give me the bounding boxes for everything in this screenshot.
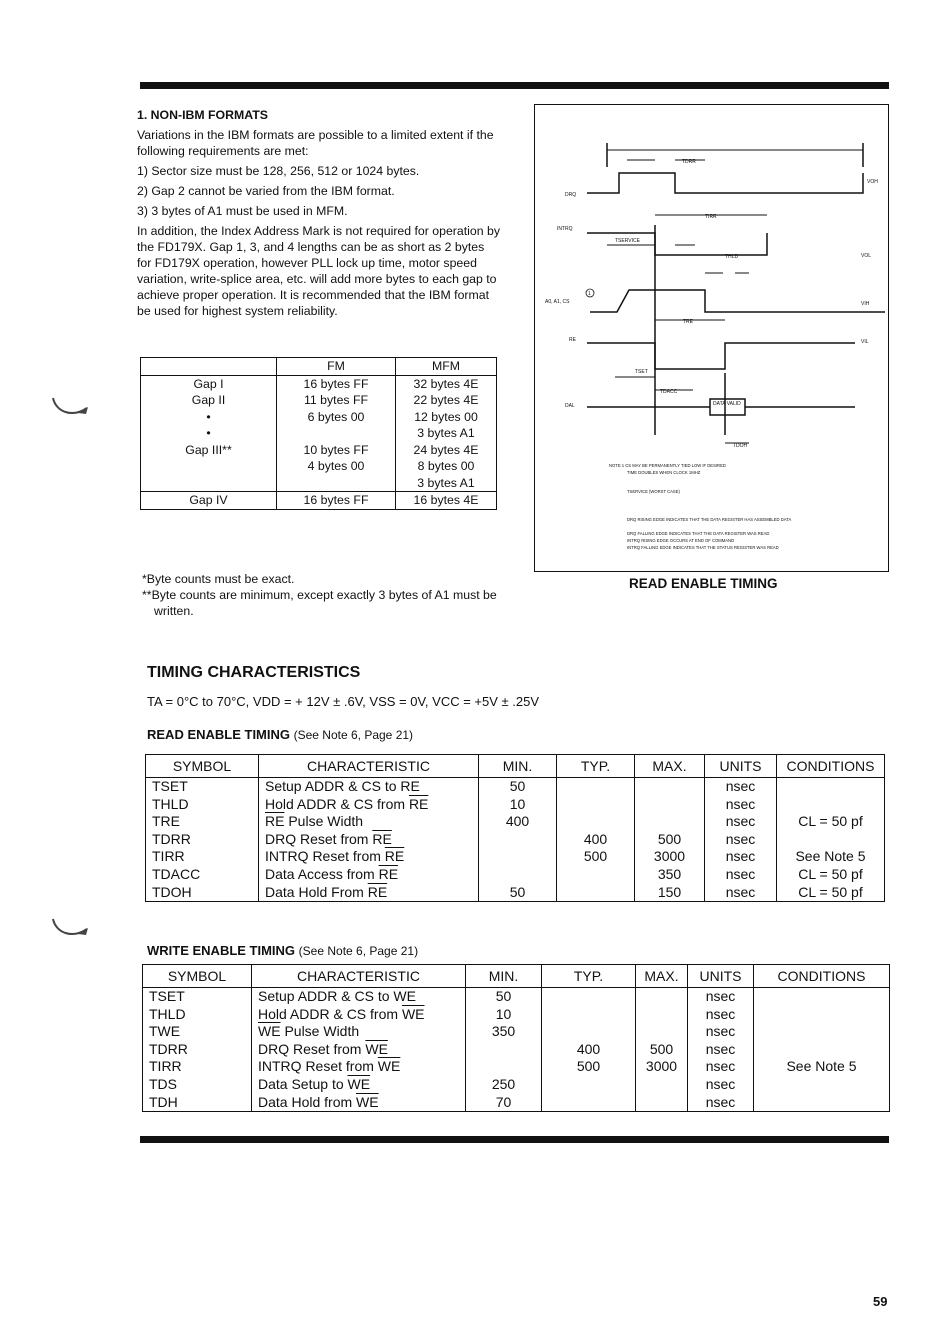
typ-cell xyxy=(542,1006,636,1024)
table-row xyxy=(146,831,885,849)
min-cell: 250 xyxy=(466,1076,542,1094)
characteristic-cell xyxy=(259,778,479,796)
tset-label: TSET xyxy=(635,369,648,375)
signal-name: $\overline{RE}$ xyxy=(265,813,285,830)
table-row xyxy=(141,425,497,442)
max-cell: 150 xyxy=(635,884,705,902)
column-header: CHARACTERISTIC xyxy=(259,755,479,778)
diagram-caption: READ ENABLE TIMING xyxy=(629,576,778,591)
diagram-footnote: INTRQ FALLING EDGE INDICATES THAT THE STATUS REGISTER WAS READ xyxy=(627,545,779,550)
table-header-row xyxy=(141,358,497,376)
data-valid-label: DATA VALID xyxy=(713,401,741,407)
min-cell: 400 xyxy=(479,813,557,831)
conditions-cell: CL = 50 pf xyxy=(777,866,885,884)
column-header: MFM xyxy=(396,358,497,376)
thld-label: THLD xyxy=(725,254,739,260)
table-row xyxy=(141,492,497,510)
voh-label: VOH xyxy=(867,179,878,185)
drq-label: DRQ xyxy=(565,192,577,198)
requirement-item: 1) Sector size must be 128, 256, 512 or 1024 bytes. xyxy=(137,164,420,178)
max-cell xyxy=(635,778,705,796)
vih-label: VIH xyxy=(861,301,870,307)
read-table-title xyxy=(147,727,413,742)
signal-name: $\overline{WE}$ xyxy=(347,1075,371,1092)
characteristic-cell xyxy=(259,831,479,849)
units-cell: nsec xyxy=(688,1058,754,1076)
signal-name: $\overline{WE}$ xyxy=(377,1058,401,1075)
conditions-cell xyxy=(754,1094,890,1112)
typ-cell xyxy=(557,884,635,902)
max-cell xyxy=(636,1094,688,1112)
write-enable-timing-table xyxy=(142,964,890,1112)
table-row xyxy=(141,475,497,492)
characteristic-cell xyxy=(259,813,479,831)
characteristic-cell xyxy=(252,1094,466,1112)
table-row xyxy=(146,866,885,884)
min-cell: 50 xyxy=(479,778,557,796)
signal-name: $\overline{WE}$ xyxy=(401,1005,425,1022)
typ-cell xyxy=(557,778,635,796)
table-row xyxy=(143,1094,890,1112)
max-cell xyxy=(635,796,705,814)
non-ibm-formats-section xyxy=(137,107,502,323)
table-row xyxy=(141,392,497,409)
max-cell: 350 xyxy=(635,866,705,884)
mfm-cell: 12 bytes 00 xyxy=(396,409,497,426)
gap-cell: Gap IV xyxy=(141,492,277,510)
table-title-note: (See Note 6, Page 21) xyxy=(298,944,419,958)
diagram-footnote: TSERVICE (WORST CASE) xyxy=(627,489,680,494)
intro-text: Variations in the IBM formats are possible to a limited extent if the following requirements are met: xyxy=(137,128,494,158)
table-row xyxy=(141,375,497,392)
diagram-footnote: DRQ FALLING EDGE INDICATES THAT THE DATA REGISTER WAS READ xyxy=(627,531,770,536)
characteristic-cell xyxy=(259,848,479,866)
timing-diagram-svg xyxy=(535,105,887,570)
symbol-cell: TDRR xyxy=(143,1041,252,1059)
characteristic-cell xyxy=(252,988,466,1006)
characteristic-text: Hold ADDR & CS from xyxy=(258,1005,402,1022)
max-cell xyxy=(636,1006,688,1024)
conditions-cell xyxy=(777,831,885,849)
vol-label: VOL xyxy=(861,253,872,259)
diagram-footnote: DRQ RISING EDGE INDICATES THAT THE DATA REGISTER HAS ASSEMBLED DATA xyxy=(627,517,792,522)
min-cell xyxy=(466,1041,542,1059)
max-cell: 3000 xyxy=(635,848,705,866)
units-cell: nsec xyxy=(705,866,777,884)
gap-cell: Gap II xyxy=(141,392,277,409)
characteristic-text: Setup ADDR & CS to xyxy=(265,778,401,794)
operating-conditions: TA = 0°C to 70°C, VDD = + 12V ± .6V, VSS = 0V, VCC = +5V ± .25V xyxy=(147,694,540,709)
typ-cell xyxy=(557,866,635,884)
diagram-footnote: INTRQ RISING EDGE OCCURS AT END OF COMMAND xyxy=(627,538,735,543)
page-number: 59 xyxy=(873,1294,888,1309)
units-cell: nsec xyxy=(688,1023,754,1041)
conditions-cell: CL = 50 pf xyxy=(777,884,885,902)
tirr-label: TIRR xyxy=(705,214,717,220)
section-heading: 1. NON-IBM FORMATS xyxy=(137,108,268,122)
characteristic-text: DRQ Reset from xyxy=(265,830,373,847)
min-cell xyxy=(479,831,557,849)
re-label: RE xyxy=(569,337,576,343)
max-cell xyxy=(636,1023,688,1041)
signal-name: $\overline{WE}$ xyxy=(393,988,416,1004)
requirement-item: 2) Gap 2 cannot be varied from the IBM format. xyxy=(137,184,395,198)
mfm-cell: 16 bytes 4E xyxy=(396,492,497,510)
column-header: UNITS xyxy=(705,755,777,778)
conditions-cell xyxy=(777,778,885,796)
characteristic-cell xyxy=(259,884,479,902)
units-cell: nsec xyxy=(688,1076,754,1094)
symbol-cell: TDH xyxy=(143,1094,252,1112)
column-header: TYP. xyxy=(557,755,635,778)
gap-cell xyxy=(141,475,277,492)
gap-cell xyxy=(141,458,277,475)
diagram-footnote: NOTE 1 CS MAY BE PERMANENTLY TIED LOW IF DESIRED xyxy=(609,463,726,468)
binder-mark-icon xyxy=(50,396,90,422)
table-row xyxy=(146,796,885,814)
fm-cell: 16 bytes FF xyxy=(277,375,396,392)
vil-label: VIL xyxy=(861,339,869,345)
min-cell: 50 xyxy=(479,884,557,902)
max-cell: 500 xyxy=(635,831,705,849)
table-row xyxy=(143,988,890,1006)
table-row xyxy=(146,884,885,902)
units-cell: nsec xyxy=(705,831,777,849)
tdrr-label: TDRR xyxy=(682,159,696,165)
conditions-cell: See Note 5 xyxy=(777,848,885,866)
column-header: CHARACTERISTIC xyxy=(252,965,466,988)
units-cell: nsec xyxy=(688,1094,754,1112)
write-table-title xyxy=(147,943,418,958)
characteristic-text: Pulse Width xyxy=(280,1023,360,1040)
tservice-label: TSERVICE xyxy=(615,238,640,244)
units-cell: nsec xyxy=(705,778,777,796)
signal-name: $\overline{RE}$ xyxy=(378,865,399,882)
characteristic-cell xyxy=(252,1006,466,1024)
intrq-label: INTRQ xyxy=(557,226,573,232)
table-title-text: WRITE ENABLE TIMING xyxy=(147,943,296,958)
table-row xyxy=(143,1076,890,1094)
min-cell: 50 xyxy=(466,988,542,1006)
typ-cell xyxy=(557,813,635,831)
characteristic-text: Data Hold From xyxy=(265,883,368,900)
min-cell: 70 xyxy=(466,1094,542,1112)
conditions-cell xyxy=(754,988,890,1006)
dal-label: DAL xyxy=(565,403,575,409)
characteristic-text: Hold ADDR & CS from xyxy=(265,795,409,812)
symbol-cell: TDS xyxy=(143,1076,252,1094)
tdacc-label: TDACC xyxy=(660,389,678,395)
read-enable-timing-diagram xyxy=(534,104,889,572)
table-row xyxy=(146,813,885,831)
characteristic-text: INTRQ Reset from xyxy=(265,848,385,865)
mfm-cell: 3 bytes A1 xyxy=(396,475,497,492)
signal-name: $\overline{RE}$ xyxy=(384,848,405,865)
column-header: TYP. xyxy=(542,965,636,988)
table-row xyxy=(143,1041,890,1059)
min-cell: 10 xyxy=(479,796,557,814)
fm-cell: 4 bytes 00 xyxy=(277,458,396,475)
mfm-cell: 22 bytes 4E xyxy=(396,392,497,409)
fm-cell: 11 bytes FF xyxy=(277,392,396,409)
min-cell xyxy=(466,1058,542,1076)
symbol-cell: TIRR xyxy=(146,848,259,866)
conditions-cell xyxy=(777,796,885,814)
conditions-cell: CL = 50 pf xyxy=(777,813,885,831)
table-row xyxy=(146,848,885,866)
characteristic-cell xyxy=(252,1041,466,1059)
units-cell: nsec xyxy=(705,848,777,866)
bottom-rule xyxy=(140,1136,889,1143)
read-enable-timing-table xyxy=(145,754,885,902)
note-text: *Byte counts must be exact. xyxy=(142,572,295,586)
symbol-cell: TWE xyxy=(143,1023,252,1041)
max-cell xyxy=(636,1076,688,1094)
conditions-cell xyxy=(754,1041,890,1059)
typ-cell: 500 xyxy=(542,1058,636,1076)
gap-cell: Gap I xyxy=(141,375,277,392)
column-header: MAX. xyxy=(636,965,688,988)
characteristic-text: DRQ Reset from xyxy=(258,1040,366,1057)
gap-cell: Gap III** xyxy=(141,442,277,459)
symbol-cell: TDRR xyxy=(146,831,259,849)
max-cell: 500 xyxy=(636,1041,688,1059)
signal-name: $\overline{WE}$ xyxy=(356,1093,379,1110)
column-header: MAX. xyxy=(635,755,705,778)
fm-cell xyxy=(277,425,396,442)
units-cell: nsec xyxy=(688,988,754,1006)
top-rule xyxy=(140,82,889,89)
min-cell: 350 xyxy=(466,1023,542,1041)
symbol-cell: TSET xyxy=(143,988,252,1006)
characteristic-cell xyxy=(252,1058,466,1076)
units-cell: nsec xyxy=(705,813,777,831)
conditions-cell xyxy=(754,1076,890,1094)
max-cell xyxy=(635,813,705,831)
column-header: MIN. xyxy=(479,755,557,778)
signal-name: $\overline{RE}$ xyxy=(400,778,420,794)
requirement-item: 3) 3 bytes of A1 must be used in MFM. xyxy=(137,204,348,218)
mfm-cell: 32 bytes 4E xyxy=(396,375,497,392)
max-cell: 3000 xyxy=(636,1058,688,1076)
symbol-cell: TRE xyxy=(146,813,259,831)
table-row xyxy=(143,1006,890,1024)
mfm-cell: 8 bytes 00 xyxy=(396,458,497,475)
table-notes xyxy=(142,571,502,619)
typ-cell xyxy=(542,1094,636,1112)
characteristic-cell xyxy=(259,796,479,814)
column-header: SYMBOL xyxy=(143,965,252,988)
signal-name: $\overline{RE}$ xyxy=(408,795,429,812)
table-row xyxy=(143,1023,890,1041)
table-header-row xyxy=(146,755,885,778)
characteristic-text: Setup ADDR & CS to xyxy=(258,988,394,1004)
conditions-cell xyxy=(754,1023,890,1041)
body-paragraph: In addition, the Index Address Mark is not required for operation by the FD179X. Gap 1, 3, and 4 lengths can be as short as 2 bytes for FD179X operation, however PLL lock up time, motor speed variation, write-splice area, etc. will add more bytes to each gap to achieve proper operation. It is recommended that the IBM format be used for highest system reliability. xyxy=(137,224,500,318)
diagram-footnote: TIME DOUBLES WHEN CLOCK 1MHZ xyxy=(627,470,701,475)
table-title-note: (See Note 6, Page 21) xyxy=(293,728,414,742)
column-header xyxy=(141,358,277,376)
characteristic-text: Data Hold from xyxy=(258,1093,357,1110)
characteristic-cell xyxy=(259,866,479,884)
characteristic-text: Data Setup to xyxy=(258,1075,348,1092)
characteristic-cell xyxy=(252,1076,466,1094)
typ-cell: 400 xyxy=(557,831,635,849)
note-text: **Byte counts are minimum, except exactly 3 bytes of A1 must be written. xyxy=(142,588,497,618)
min-cell: 10 xyxy=(466,1006,542,1024)
column-header: MIN. xyxy=(466,965,542,988)
conditions-cell xyxy=(754,1006,890,1024)
note-circle-label: 1 xyxy=(588,291,591,297)
cs-label: A0, A1, CS xyxy=(545,299,570,305)
column-header: CONDITIONS xyxy=(777,755,885,778)
symbol-cell: TDOH xyxy=(146,884,259,902)
binder-mark-icon xyxy=(50,917,90,943)
fm-cell xyxy=(277,475,396,492)
typ-cell xyxy=(542,988,636,1006)
units-cell: nsec xyxy=(705,796,777,814)
tre-label: TRE xyxy=(683,319,693,325)
units-cell: nsec xyxy=(688,1006,754,1024)
table-row xyxy=(141,409,497,426)
signal-name: $\overline{RE}$ xyxy=(367,883,388,900)
column-header: SYMBOL xyxy=(146,755,259,778)
min-cell xyxy=(479,848,557,866)
conditions-cell: See Note 5 xyxy=(754,1058,890,1076)
typ-cell xyxy=(542,1023,636,1041)
table-title-text: READ ENABLE TIMING xyxy=(147,727,290,742)
units-cell: nsec xyxy=(688,1041,754,1059)
characteristic-text: Pulse Width xyxy=(284,813,364,830)
typ-cell: 500 xyxy=(557,848,635,866)
symbol-cell: TIRR xyxy=(143,1058,252,1076)
column-header: UNITS xyxy=(688,965,754,988)
characteristic-text: INTRQ Reset from xyxy=(258,1058,378,1075)
column-header: FM xyxy=(277,358,396,376)
fm-cell: 16 bytes FF xyxy=(277,492,396,510)
mfm-cell: 3 bytes A1 xyxy=(396,425,497,442)
gap-cell: • xyxy=(141,409,277,426)
section-title: TIMING CHARACTERISTICS xyxy=(147,664,361,681)
table-row xyxy=(141,458,497,475)
typ-cell xyxy=(557,796,635,814)
fm-cell: 10 bytes FF xyxy=(277,442,396,459)
table-row xyxy=(141,442,497,459)
tdoh-label: TDOH xyxy=(733,443,748,449)
symbol-cell: TDACC xyxy=(146,866,259,884)
table-header-row xyxy=(143,965,890,988)
units-cell: nsec xyxy=(705,884,777,902)
gap-table xyxy=(140,357,497,510)
table-row xyxy=(143,1058,890,1076)
max-cell xyxy=(636,988,688,1006)
signal-name: $\overline{RE}$ xyxy=(372,830,392,847)
fm-cell: 6 bytes 00 xyxy=(277,409,396,426)
typ-cell xyxy=(542,1076,636,1094)
column-header: CONDITIONS xyxy=(754,965,890,988)
mfm-cell: 24 bytes 4E xyxy=(396,442,497,459)
table-row xyxy=(146,778,885,796)
symbol-cell: THLD xyxy=(143,1006,252,1024)
gap-cell: • xyxy=(141,425,277,442)
characteristic-text: Data Access from xyxy=(265,865,379,882)
symbol-cell: TSET xyxy=(146,778,259,796)
min-cell xyxy=(479,866,557,884)
signal-name: $\overline{WE}$ xyxy=(258,1023,281,1040)
characteristic-cell xyxy=(252,1023,466,1041)
typ-cell: 400 xyxy=(542,1041,636,1059)
symbol-cell: THLD xyxy=(146,796,259,814)
signal-name: $\overline{WE}$ xyxy=(365,1040,388,1057)
